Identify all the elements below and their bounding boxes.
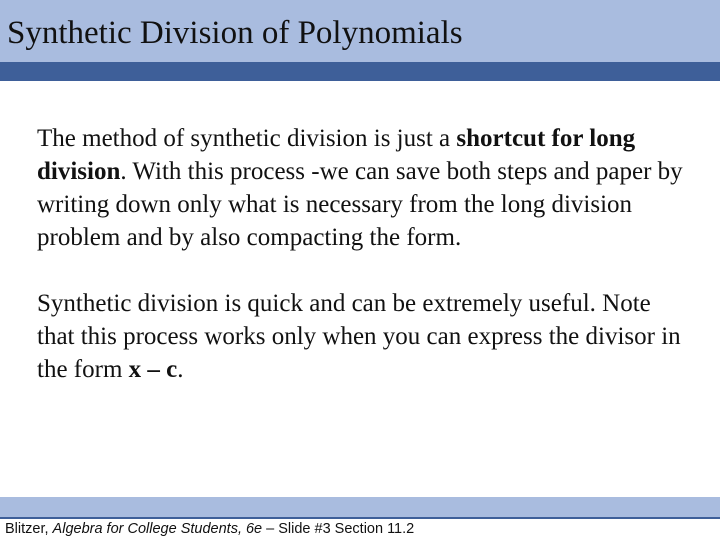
title-accent-band	[0, 62, 720, 81]
paragraph-1-text-start: The method of synthetic division is just a	[37, 125, 457, 152]
slide-body	[37, 122, 687, 386]
body-paragraph-2	[37, 287, 687, 386]
paragraph-1-text-end: . With this process -we can save both steps and paper by writing down only what is necessary from the long division problem and by also compacting the form.	[37, 158, 683, 251]
footer-book-title: Algebra for College Students, 6e	[52, 521, 263, 537]
footer-slide-info: – Slide #3 Section 11.2	[262, 521, 415, 537]
body-paragraph-1	[37, 122, 687, 254]
footer-band	[0, 497, 720, 517]
footer-citation	[5, 519, 414, 540]
paragraph-1-bold-phrase: shortcut for long division	[37, 125, 636, 185]
paragraph-2-text-start: Synthetic division is quick and can be extremely useful. Note that this process works only when you can express the divisor in the form	[37, 290, 681, 383]
slide-title: Synthetic Division of Polynomials	[7, 15, 463, 51]
footer-author: Blitzer,	[5, 521, 53, 537]
paragraph-2-bold-expression: x – c	[128, 356, 178, 383]
paragraph-2-text-end: .	[177, 356, 184, 383]
title-bar	[0, 0, 720, 62]
